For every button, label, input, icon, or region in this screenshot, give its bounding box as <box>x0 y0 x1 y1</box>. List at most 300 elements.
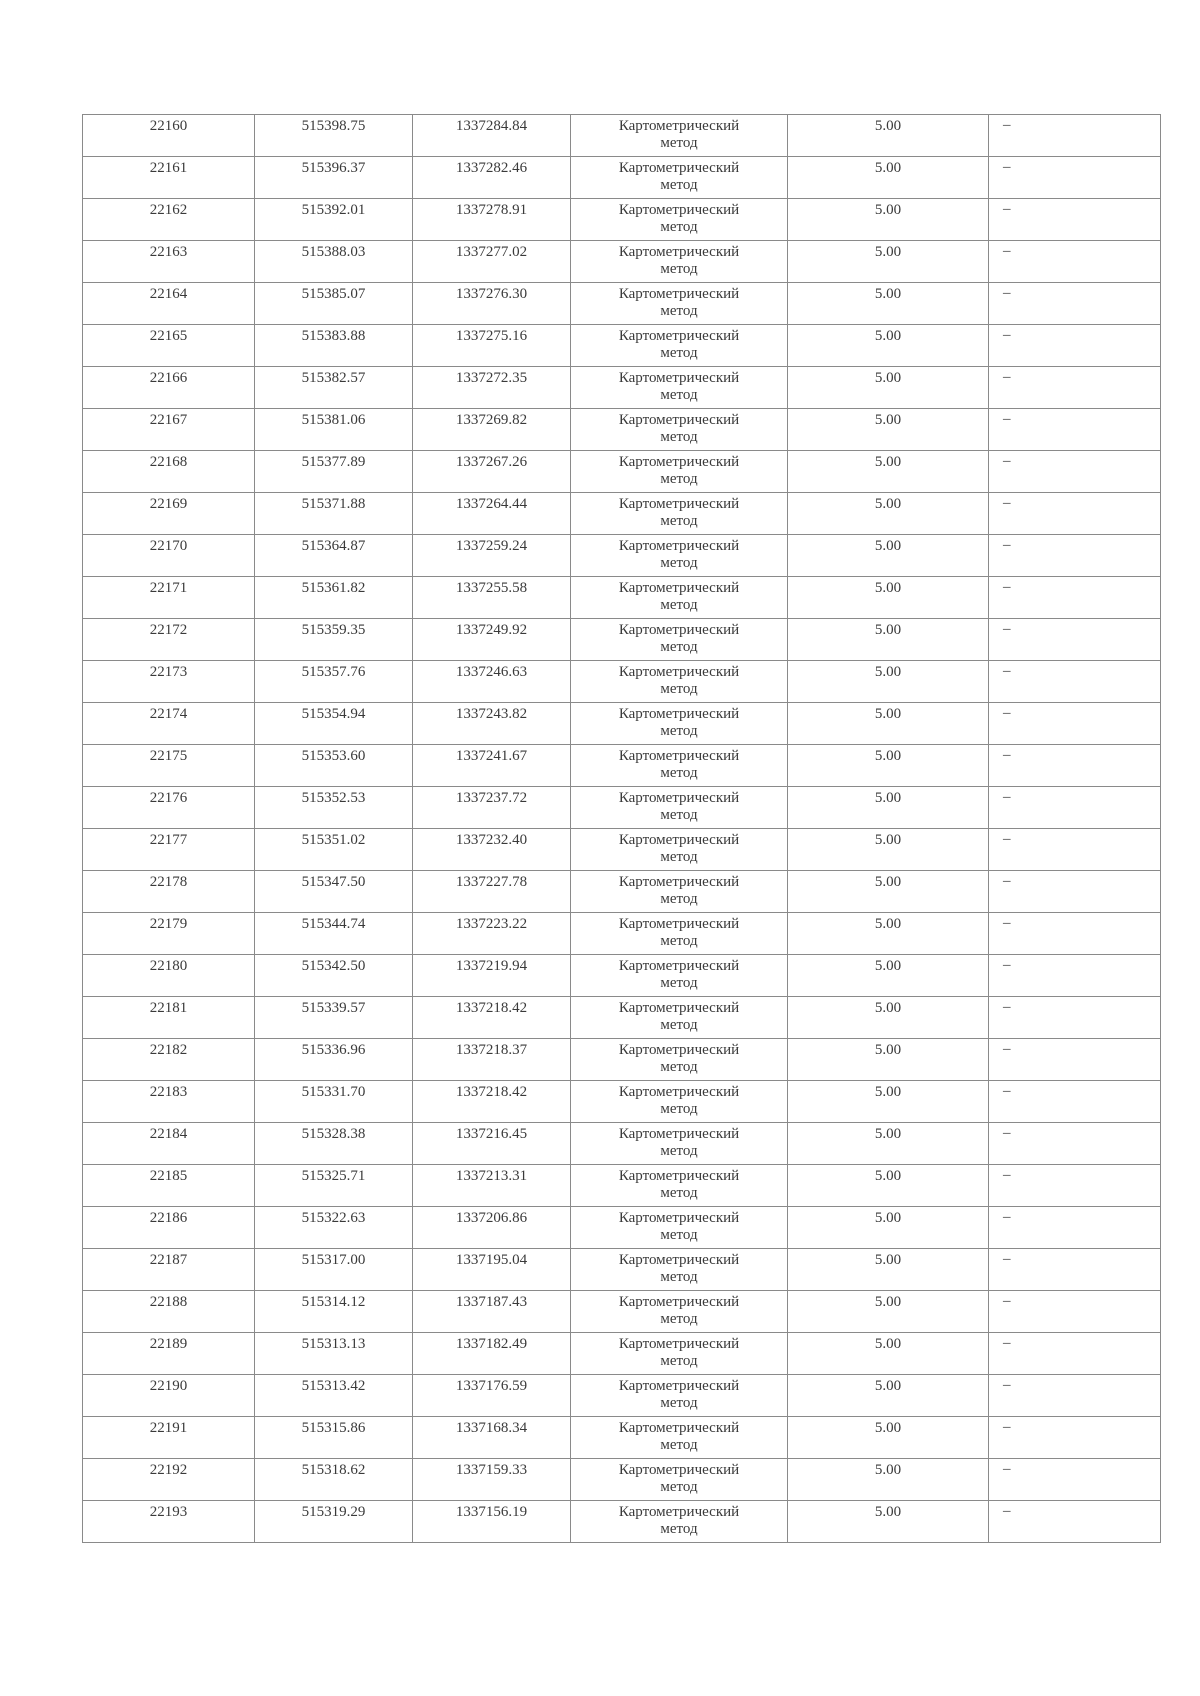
note-cell <box>989 367 1161 409</box>
y-coordinate-cell <box>413 787 571 829</box>
x-coordinate-cell-text: 515322.63 <box>301 1210 366 1226</box>
accuracy-cell-text: 5.00 <box>874 1042 902 1058</box>
coordinates-table <box>82 114 1161 1543</box>
x-coordinate-cell-text: 515325.71 <box>301 1168 366 1184</box>
method-text <box>571 619 787 656</box>
y-coordinate-cell <box>413 997 571 1039</box>
accuracy-cell-text: 5.00 <box>874 1462 902 1478</box>
y-coordinate-cell <box>413 115 571 157</box>
x-coordinate-cell-text: 515352.53 <box>301 790 366 806</box>
y-coordinate-cell <box>413 955 571 997</box>
y-coordinate-cell-text: 1337249.92 <box>455 622 528 638</box>
point-number-cell <box>83 1291 255 1333</box>
y-coordinate-cell <box>413 1207 571 1249</box>
method-line: Картометрический <box>618 244 740 260</box>
x-coordinate-cell-text: 515319.29 <box>301 1504 366 1520</box>
point-number-cell-text: 22189 <box>149 1336 188 1352</box>
table-row <box>83 367 1161 409</box>
accuracy-cell <box>788 661 989 703</box>
x-coordinate-cell-text: 515336.96 <box>301 1042 366 1058</box>
y-coordinate-cell <box>413 1039 571 1081</box>
table-row <box>83 661 1161 703</box>
note-cell <box>989 1123 1161 1165</box>
y-coordinate-cell <box>413 871 571 913</box>
point-number-cell <box>83 451 255 493</box>
y-coordinate-cell-text: 1337278.91 <box>455 202 528 218</box>
accuracy-cell <box>788 997 989 1039</box>
y-coordinate-cell-text: 1337269.82 <box>455 412 528 428</box>
y-coordinate-cell-text: 1337176.59 <box>455 1378 528 1394</box>
y-coordinate-cell-text: 1337218.37 <box>455 1042 528 1058</box>
accuracy-cell <box>788 1207 989 1249</box>
accuracy-cell-text: 5.00 <box>874 958 902 974</box>
accuracy-cell <box>788 1081 989 1123</box>
method-cell <box>571 283 788 325</box>
table-row <box>83 1123 1161 1165</box>
method-line: метод <box>660 555 698 571</box>
point-number-cell-text: 22174 <box>149 706 188 722</box>
method-line: Картометрический <box>618 1378 740 1394</box>
method-line: метод <box>660 765 698 781</box>
method-text <box>571 703 787 740</box>
method-line: метод <box>660 1101 698 1117</box>
method-line: метод <box>660 1437 698 1453</box>
note-cell <box>989 1165 1161 1207</box>
note-cell-text: – <box>1003 1377 1011 1393</box>
accuracy-cell <box>788 1249 989 1291</box>
table-row <box>83 577 1161 619</box>
note-cell-text: – <box>1003 579 1011 595</box>
note-cell <box>989 1081 1161 1123</box>
point-number-cell-text: 22175 <box>149 748 188 764</box>
accuracy-cell-text: 5.00 <box>874 496 902 512</box>
x-coordinate-cell <box>255 1039 413 1081</box>
x-coordinate-cell <box>255 493 413 535</box>
method-line: Картометрический <box>618 1084 740 1100</box>
accuracy-cell <box>788 1165 989 1207</box>
method-line: Картометрический <box>618 118 740 134</box>
method-text <box>571 1039 787 1076</box>
method-line: метод <box>660 1269 698 1285</box>
note-cell <box>989 535 1161 577</box>
note-cell <box>989 241 1161 283</box>
method-line: метод <box>660 1059 698 1075</box>
method-cell <box>571 703 788 745</box>
method-text <box>571 829 787 866</box>
method-cell <box>571 1375 788 1417</box>
accuracy-cell-text: 5.00 <box>874 1084 902 1100</box>
table-row <box>83 493 1161 535</box>
method-line: метод <box>660 135 698 151</box>
method-text <box>571 1165 787 1202</box>
x-coordinate-cell-text: 515359.35 <box>301 622 366 638</box>
accuracy-cell <box>788 325 989 367</box>
accuracy-cell-text: 5.00 <box>874 874 902 890</box>
point-number-cell-text: 22179 <box>149 916 188 932</box>
point-number-cell-text: 22165 <box>149 328 188 344</box>
method-line: метод <box>660 177 698 193</box>
point-number-cell <box>83 871 255 913</box>
point-number-cell <box>83 577 255 619</box>
method-text <box>571 493 787 530</box>
method-line: Картометрический <box>618 160 740 176</box>
method-text <box>571 535 787 572</box>
point-number-cell <box>83 115 255 157</box>
method-line: Картометрический <box>618 454 740 470</box>
x-coordinate-cell <box>255 367 413 409</box>
accuracy-cell-text: 5.00 <box>874 1336 902 1352</box>
method-line: метод <box>660 471 698 487</box>
table-row <box>83 1375 1161 1417</box>
y-coordinate-cell-text: 1337159.33 <box>455 1462 528 1478</box>
note-cell-text: – <box>1003 495 1011 511</box>
x-coordinate-cell <box>255 115 413 157</box>
x-coordinate-cell <box>255 1333 413 1375</box>
y-coordinate-cell-text: 1337255.58 <box>455 580 528 596</box>
accuracy-cell-text: 5.00 <box>874 202 902 218</box>
note-cell-text: – <box>1003 369 1011 385</box>
method-line: метод <box>660 1479 698 1495</box>
method-cell <box>571 1291 788 1333</box>
method-line: Картометрический <box>618 1336 740 1352</box>
point-number-cell <box>83 157 255 199</box>
note-cell-text: – <box>1003 1335 1011 1351</box>
y-coordinate-cell <box>413 745 571 787</box>
note-cell <box>989 1459 1161 1501</box>
method-line: метод <box>660 1143 698 1159</box>
method-cell <box>571 451 788 493</box>
point-number-cell-text: 22187 <box>149 1252 188 1268</box>
x-coordinate-cell-text: 515383.88 <box>301 328 366 344</box>
method-line: метод <box>660 1353 698 1369</box>
table-row <box>83 241 1161 283</box>
x-coordinate-cell-text: 515318.62 <box>301 1462 366 1478</box>
y-coordinate-cell-text: 1337267.26 <box>455 454 528 470</box>
note-cell-text: – <box>1003 831 1011 847</box>
accuracy-cell <box>788 157 989 199</box>
point-number-cell-text: 22160 <box>149 118 188 134</box>
x-coordinate-cell-text: 515361.82 <box>301 580 366 596</box>
note-cell-text: – <box>1003 1041 1011 1057</box>
note-cell-text: – <box>1003 537 1011 553</box>
method-cell <box>571 787 788 829</box>
x-coordinate-cell-text: 515331.70 <box>301 1084 366 1100</box>
point-number-cell-text: 22182 <box>149 1042 188 1058</box>
accuracy-cell <box>788 115 989 157</box>
x-coordinate-cell-text: 515315.86 <box>301 1420 366 1436</box>
table-row <box>83 871 1161 913</box>
x-coordinate-cell <box>255 1123 413 1165</box>
method-line: Картометрический <box>618 1168 740 1184</box>
note-cell <box>989 661 1161 703</box>
method-line: Картометрический <box>618 1462 740 1478</box>
point-number-cell-text: 22184 <box>149 1126 188 1142</box>
accuracy-cell-text: 5.00 <box>874 748 902 764</box>
method-text <box>571 325 787 362</box>
method-line: метод <box>660 1227 698 1243</box>
method-line: метод <box>660 1521 698 1537</box>
method-line: метод <box>660 1395 698 1411</box>
note-cell <box>989 1207 1161 1249</box>
y-coordinate-cell-text: 1337259.24 <box>455 538 528 554</box>
method-cell <box>571 1081 788 1123</box>
table-row <box>83 325 1161 367</box>
y-coordinate-cell <box>413 829 571 871</box>
accuracy-cell-text: 5.00 <box>874 118 902 134</box>
method-cell <box>571 157 788 199</box>
point-number-cell-text: 22190 <box>149 1378 188 1394</box>
note-cell <box>989 745 1161 787</box>
note-cell-text: – <box>1003 285 1011 301</box>
method-line: метод <box>660 933 698 949</box>
point-number-cell-text: 22181 <box>149 1000 188 1016</box>
note-cell-text: – <box>1003 1083 1011 1099</box>
y-coordinate-cell <box>413 241 571 283</box>
x-coordinate-cell <box>255 1375 413 1417</box>
y-coordinate-cell <box>413 157 571 199</box>
note-cell <box>989 199 1161 241</box>
y-coordinate-cell <box>413 913 571 955</box>
accuracy-cell <box>788 577 989 619</box>
x-coordinate-cell-text: 515388.03 <box>301 244 366 260</box>
accuracy-cell-text: 5.00 <box>874 454 902 470</box>
note-cell-text: – <box>1003 117 1011 133</box>
x-coordinate-cell <box>255 1501 413 1543</box>
method-text <box>571 199 787 236</box>
accuracy-cell-text: 5.00 <box>874 160 902 176</box>
y-coordinate-cell <box>413 703 571 745</box>
x-coordinate-cell <box>255 703 413 745</box>
point-number-cell-text: 22166 <box>149 370 188 386</box>
accuracy-cell-text: 5.00 <box>874 916 902 932</box>
y-coordinate-cell-text: 1337277.02 <box>455 244 528 260</box>
method-text <box>571 409 787 446</box>
note-cell-text: – <box>1003 453 1011 469</box>
method-text <box>571 1501 787 1538</box>
method-text <box>571 283 787 320</box>
point-number-cell-text: 22161 <box>149 160 188 176</box>
table-row <box>83 409 1161 451</box>
x-coordinate-cell <box>255 535 413 577</box>
note-cell <box>989 493 1161 535</box>
y-coordinate-cell-text: 1337213.31 <box>455 1168 528 1184</box>
x-coordinate-cell <box>255 451 413 493</box>
method-line: Картометрический <box>618 286 740 302</box>
method-cell <box>571 241 788 283</box>
x-coordinate-cell <box>255 241 413 283</box>
point-number-cell <box>83 1417 255 1459</box>
method-line: Картометрический <box>618 832 740 848</box>
method-text <box>571 1291 787 1328</box>
accuracy-cell-text: 5.00 <box>874 286 902 302</box>
coordinates-table-body <box>83 115 1161 1543</box>
point-number-cell-text: 22183 <box>149 1084 188 1100</box>
method-line: Картометрический <box>618 1420 740 1436</box>
y-coordinate-cell-text: 1337218.42 <box>455 1084 528 1100</box>
method-line: метод <box>660 807 698 823</box>
point-number-cell-text: 22168 <box>149 454 188 470</box>
method-text <box>571 577 787 614</box>
accuracy-cell-text: 5.00 <box>874 244 902 260</box>
y-coordinate-cell-text: 1337276.30 <box>455 286 528 302</box>
note-cell-text: – <box>1003 747 1011 763</box>
x-coordinate-cell-text: 515385.07 <box>301 286 366 302</box>
note-cell <box>989 1333 1161 1375</box>
y-coordinate-cell <box>413 1375 571 1417</box>
method-text <box>571 1417 787 1454</box>
method-line: Картометрический <box>618 706 740 722</box>
accuracy-cell <box>788 241 989 283</box>
note-cell-text: – <box>1003 411 1011 427</box>
accuracy-cell-text: 5.00 <box>874 580 902 596</box>
method-cell <box>571 1417 788 1459</box>
x-coordinate-cell-text: 515328.38 <box>301 1126 366 1142</box>
x-coordinate-cell <box>255 283 413 325</box>
y-coordinate-cell <box>413 1333 571 1375</box>
point-number-cell <box>83 787 255 829</box>
y-coordinate-cell-text: 1337272.35 <box>455 370 528 386</box>
accuracy-cell-text: 5.00 <box>874 370 902 386</box>
note-cell-text: – <box>1003 1251 1011 1267</box>
method-cell <box>571 871 788 913</box>
y-coordinate-cell <box>413 1417 571 1459</box>
method-cell <box>571 745 788 787</box>
y-coordinate-cell <box>413 1459 571 1501</box>
method-text <box>571 955 787 992</box>
point-number-cell <box>83 1039 255 1081</box>
y-coordinate-cell-text: 1337168.34 <box>455 1420 528 1436</box>
table-row <box>83 745 1161 787</box>
note-cell <box>989 829 1161 871</box>
x-coordinate-cell <box>255 1249 413 1291</box>
accuracy-cell <box>788 283 989 325</box>
table-row <box>83 1249 1161 1291</box>
method-line: Картометрический <box>618 790 740 806</box>
method-text <box>571 913 787 950</box>
note-cell-text: – <box>1003 327 1011 343</box>
method-line: Картометрический <box>618 1504 740 1520</box>
method-line: Картометрический <box>618 496 740 512</box>
y-coordinate-cell <box>413 367 571 409</box>
note-cell-text: – <box>1003 663 1011 679</box>
point-number-cell-text: 22172 <box>149 622 188 638</box>
note-cell-text: – <box>1003 1419 1011 1435</box>
note-cell <box>989 1291 1161 1333</box>
method-line: метод <box>660 345 698 361</box>
y-coordinate-cell <box>413 283 571 325</box>
table-row <box>83 115 1161 157</box>
y-coordinate-cell-text: 1337241.67 <box>455 748 528 764</box>
method-line: Картометрический <box>618 664 740 680</box>
y-coordinate-cell-text: 1337243.82 <box>455 706 528 722</box>
point-number-cell <box>83 493 255 535</box>
table-row <box>83 1333 1161 1375</box>
note-cell <box>989 703 1161 745</box>
y-coordinate-cell-text: 1337264.44 <box>455 496 528 512</box>
table-row <box>83 283 1161 325</box>
table-row <box>83 1291 1161 1333</box>
point-number-cell-text: 22171 <box>149 580 188 596</box>
x-coordinate-cell <box>255 619 413 661</box>
point-number-cell <box>83 619 255 661</box>
point-number-cell <box>83 1123 255 1165</box>
method-line: Картометрический <box>618 370 740 386</box>
x-coordinate-cell-text: 515381.06 <box>301 412 366 428</box>
y-coordinate-cell <box>413 1165 571 1207</box>
x-coordinate-cell-text: 515354.94 <box>301 706 366 722</box>
method-text <box>571 157 787 194</box>
method-text <box>571 1375 787 1412</box>
table-row <box>83 787 1161 829</box>
note-cell <box>989 325 1161 367</box>
y-coordinate-cell-text: 1337218.42 <box>455 1000 528 1016</box>
method-line: Картометрический <box>618 1252 740 1268</box>
point-number-cell <box>83 367 255 409</box>
method-line: Картометрический <box>618 412 740 428</box>
x-coordinate-cell-text: 515377.89 <box>301 454 366 470</box>
method-line: Картометрический <box>618 874 740 890</box>
x-coordinate-cell-text: 515342.50 <box>301 958 366 974</box>
point-number-cell <box>83 199 255 241</box>
note-cell <box>989 997 1161 1039</box>
method-text <box>571 1123 787 1160</box>
method-line: Картометрический <box>618 1210 740 1226</box>
accuracy-cell <box>788 535 989 577</box>
accuracy-cell-text: 5.00 <box>874 1378 902 1394</box>
y-coordinate-cell <box>413 1249 571 1291</box>
method-line: Картометрический <box>618 538 740 554</box>
table-row <box>83 619 1161 661</box>
method-line: Картометрический <box>618 748 740 764</box>
x-coordinate-cell <box>255 1459 413 1501</box>
point-number-cell-text: 22167 <box>149 412 188 428</box>
note-cell <box>989 913 1161 955</box>
method-line: метод <box>660 261 698 277</box>
accuracy-cell <box>788 1123 989 1165</box>
y-coordinate-cell-text: 1337206.86 <box>455 1210 528 1226</box>
method-cell <box>571 535 788 577</box>
point-number-cell <box>83 1207 255 1249</box>
method-line: Картометрический <box>618 1042 740 1058</box>
method-line: Картометрический <box>618 1000 740 1016</box>
y-coordinate-cell <box>413 1501 571 1543</box>
note-cell-text: – <box>1003 915 1011 931</box>
x-coordinate-cell-text: 515344.74 <box>301 916 366 932</box>
y-coordinate-cell-text: 1337156.19 <box>455 1504 528 1520</box>
method-text <box>571 1459 787 1496</box>
x-coordinate-cell <box>255 1417 413 1459</box>
point-number-cell-text: 22163 <box>149 244 188 260</box>
y-coordinate-cell-text: 1337182.49 <box>455 1336 528 1352</box>
y-coordinate-cell <box>413 577 571 619</box>
method-cell <box>571 1333 788 1375</box>
point-number-cell <box>83 1501 255 1543</box>
note-cell <box>989 157 1161 199</box>
note-cell-text: – <box>1003 999 1011 1015</box>
y-coordinate-cell-text: 1337223.22 <box>455 916 528 932</box>
x-coordinate-cell <box>255 913 413 955</box>
method-cell <box>571 409 788 451</box>
accuracy-cell <box>788 955 989 997</box>
y-coordinate-cell-text: 1337187.43 <box>455 1294 528 1310</box>
accuracy-cell <box>788 1417 989 1459</box>
method-line: метод <box>660 387 698 403</box>
point-number-cell-text: 22178 <box>149 874 188 890</box>
method-text <box>571 745 787 782</box>
method-line: Картометрический <box>618 622 740 638</box>
method-cell <box>571 997 788 1039</box>
y-coordinate-cell <box>413 325 571 367</box>
